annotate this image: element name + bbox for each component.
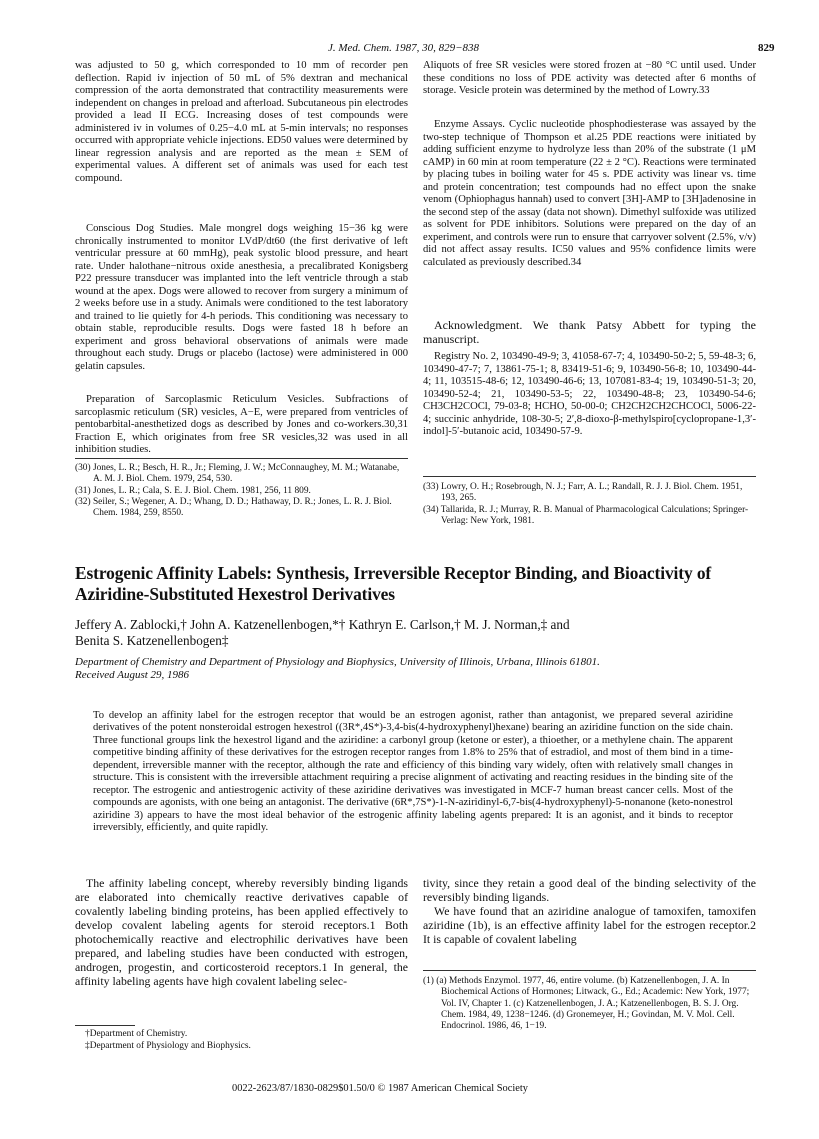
registry-numbers: Registry No. 2, 103490-49-9; 3, 41058-67-7; 4, 103490-50-2; 5, 59-48-3; 6, 103490-47-7; 7, 13861-75-1; 8, 83419-51-6; 9, 103490-56-8; 10, 103490-44-4; 11, 103515-48-6; 12, 103490-46-6; 13, 107081-83-4; 19, 103490-51-3; 20, 103490-52-4; 21, 103490-53-5; 22, 103490-48-8; 23, 103490-54-6; CH3CH2COCl, 79-03-8; HCHO, 50-00-0; CH2CH2CH2CHCOCl, 5006-22-4; succinic anhydride, 108-30-5; 2′,8-dioxo-β-methylspiro[cyclopropane-1,3′-indol]-5′-butanoic acid, 103490-57-9. (423, 351, 756, 438)
copyright-footer: 0022-2623/87/1830-0829$01.50/0 © 1987 American Chemical Society (232, 1083, 528, 1094)
journal-header: J. Med. Chem. 1987, 30, 829−838 (328, 42, 480, 54)
divider-line (423, 476, 756, 477)
reference-item: (33) Lowry, O. H.; Rosebrough, N. J.; Farr, A. L.; Randall, R. J. J. Biol. Chem. 1951, 193, 265. (423, 482, 743, 504)
prev-left-para-3: Preparation of Sarcoplasmic Reticulum Vesicles. Subfractions of sarcoplasmic reticulum (SR) vesicles, A−E, were prepared from ventricles of pentobarbital-anesthetized dogs as described by Jones and co-workers.30,31 Fraction E, which originates from free SR vesicles,32 was used in all inhibition studies. (75, 394, 408, 456)
prev-left-para-1: was adjusted to 50 g, which corresponded to 10 mm of recorder pen deflection. Rapid iv injection of 50 mL of 5% dextran and mechanical compression of the aorta demonstrated that contractility measurements were independent on changes in preload and afterload. Subcutaneous pin electrodes provided a lead II ECG. Increasing doses of test compounds were administered iv in volumes of 0.25−4.0 mL at 5-min intervals; no responses occurred with appropriate vehicle injections. ED50 values were determined by linear regression analysis and are reported as the mean ± SEM of experimental values. A different set of animals was used for each test compound. (75, 60, 408, 184)
body-right-para-2: We have found that an aziridine analogue of tamoxifen, tamoxifen aziridine (1b), is an effective affinity label for the estrogen receptor.2 It is capable of covalent labeling (423, 904, 756, 946)
acknowledgment: Acknowledgment. We thank Patsy Abbett for typing the manuscript. (423, 318, 756, 346)
affiliation: Department of Chemistry and Department of Physiology and Biophysics, University of Illinois, Urbana, Illinois 61801. (75, 656, 600, 668)
divider-line (75, 458, 408, 459)
reference-item: (32) Seiler, S.; Wegener, A. D.; Whang, D. D.; Hathaway, D. R.; Jones, L. R. J. Biol. Chem. 1984, 259, 8550. (75, 496, 392, 519)
reference-item: (1) (a) Methods Enzymol. 1977, 46, entire volume. (b) Katzenellenbogen, J. A. In Biochemical Actions of Hormones; Litwack, G., Ed.; Academic: New York, 1977; Vol. IV, Chapter 1. (c) Katzenellenbogen, J. A.; Katzenellenbogen, B. S. J. Org. Chem. 1984, 49, 1238−1246. (d) Gronemeyer, H.; Govindan, M. V. Mol. Cell. Endocrinol. 1986, 46, 1−19. (423, 976, 750, 1032)
reference-item: (31) Jones, L. R.; Cala, S. E. J. Biol. Chem. 1981, 256, 11 809. (75, 485, 311, 496)
body-left-para: The affinity labeling concept, whereby reversibly binding ligands are elaborated into chemically reactive derivatives capable of covalently labeling binding proteins, has been applied effectively to develop covalent labeling agents for steroid receptors.1 Both photochemically reactive and electrophilic derivatives have been prepared, and labeling studies have been conducted with estrogen, androgen, progestin, and corticosteroid receptors.1 In general, the affinity labeling agents have high covalent labeling selec- (75, 876, 408, 988)
prev-right-para-2: Enzyme Assays. Cyclic nucleotide phosphodiesterase was assayed by the two-step technique of Thompson et al.25 PDE reactions were initiated by adding sufficient enzyme to hydrolyze less than 20% of the substrate (1 μM cAMP) in 60 min at room temperature (22 ± 2 °C). Reactions were terminated by placing tubes in boiling water for 45 s. PDE activity was linear vs. time and protein concentration; test compounds had no effect upon the snake venom (Ophiophagus hannah) used to convert [3H]-AMP to [3H]adenosine in the second step of the assay (data not shown). Dimethyl sulfoxide was utilized as solvent for PDE inhibitors. Solutions were prepared on the day of an experiment, and controls were run to ensure that carryover solvent (2.5%, v/v) did not affect assay results. IC50 values and 95% confidence limits were calculated as previously described.34 (423, 119, 756, 269)
received-date: Received August 29, 1986 (75, 669, 190, 681)
prev-refs-right (423, 482, 756, 527)
abstract: To develop an affinity label for the estrogen receptor that would be an estrogen agonist, rather than antagonist, we prepared several aziridine derivatives of the potent nonsteroidal estrogen hexestrol ((3R*,4S*)-3,4-bis(4-hydroxyphenyl)hexane) bearing an aziridine function on the side chain. Three functional groups link the hexestrol ligand and the aziridine: a carbonyl group (ketone or ester), a thioether, or a methylene chain. The apparent competitive binding affinity of these derivatives for the estrogen receptor ranges from 1.8% to 25% that of estradiol, and most of them bind in a time-dependent, irreversible manner with the receptor, although the rate and efficiency of this binding vary widely, often with relatively small changes in structure. This is consistent with the irreversible attachment requiring a precise alignment of activating and reacting residues in the binding site of the receptor. The estrogenic and antiestrogenic activity of these aziridine derivatives was investigated in MCF-7 human breast cancer cells. Most of the compounds are agonists, with one being an antagonist. The derivative (6R*,7S*)-1-N-aziridinyl-6,7-bis(4-hydroxyphenyl)-5-nonanone (keto-nonestrol aziridine 3) appears to have the most ideal behavior of the estrogenic affinity labeling agents prepared: It is an agonist, and it binds to receptor irreversibly, efficiently, and quite rapidly. (93, 710, 733, 834)
body-right-para-1: tivity, since they retain a good deal of the binding selectivity of the reversibly binding ligands. (423, 876, 756, 904)
reference-item: (34) Tallarida, R. J.; Murray, R. B. Manual of Pharmacological Calculations; Springer-Verlag: New York, 1981. (423, 504, 749, 526)
footnote-divider (75, 1025, 135, 1026)
prev-right-para-1: Aliquots of free SR vesicles were stored frozen at −80 °C until used. Under these conditions no loss of PDE activity was detected after 6 months of storage. Vesicle protein was determined by the method of Lowry.33 (423, 60, 756, 97)
footnote-dept-chemistry: †Department of Chemistry. (85, 1029, 188, 1039)
article-title: Estrogenic Affinity Labels: Synthesis, Irreversible Receptor Binding, and Bioactivity of Aziridine-Substituted Hexestrol Derivatives (75, 563, 712, 604)
authors: Jeffery A. Zablocki,† John A. Katzenellenbogen,*† Kathryn E. Carlson,† M. J. Norman,‡ and Benita S. Katzenellenbogen‡ (75, 617, 570, 648)
footnote-dept-physiology: ‡Department of Physiology and Biophysics. (85, 1041, 251, 1051)
page-number: 829 (758, 42, 775, 54)
reference-1 (423, 976, 756, 1032)
reference-divider (423, 970, 756, 971)
prev-refs-left (75, 463, 408, 519)
reference-item: (30) Jones, L. R.; Besch, H. R., Jr.; Fleming, J. W.; McConnaughey, M. M.; Watanabe, A. M. J. Biol. Chem. 1979, 254, 530. (75, 463, 400, 485)
prev-left-para-2: Conscious Dog Studies. Male mongrel dogs weighing 15−36 kg were chronically instrumented to monitor LVdP/dt60 (the first derivative of left ventricular pressure at 60 mmHg), peak systolic blood pressure, and heart rate. Under halothane−nitrous oxide anesthesia, a precalibrated Konigsberg P22 pressure transducer was implanted into the left ventricle through a stab wound at the apex. Dogs were allowed to recover from surgery a minimum of 2 weeks before use in a study. Animals were conditioned to the test laboratory and trained to lie quietly for 4-h periods. This conditioning was necessary to obtain stable, reproducible results. Dogs were fasted 18 h before an experiment and gross behavioral observations of animals were made throughout each study. Drugs or placebo (lactose) were administered in 000 gelatin capsules. (75, 223, 408, 373)
